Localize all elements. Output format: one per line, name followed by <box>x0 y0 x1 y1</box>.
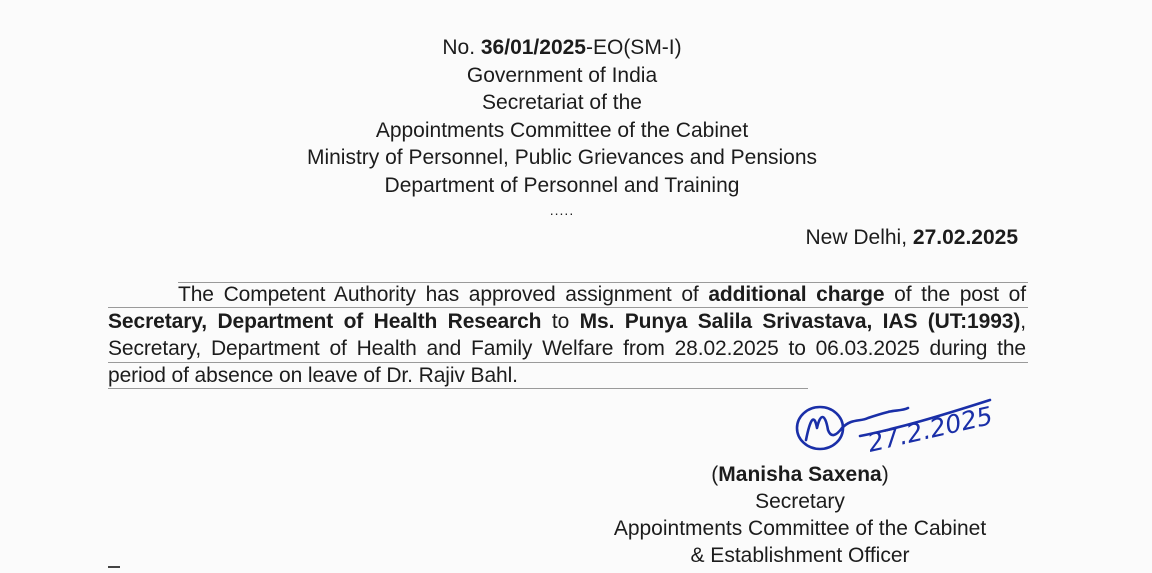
reference-number: No. 36/01/2025-EO(SM-I) <box>442 36 682 59</box>
reference-number-bold: 36/01/2025 <box>480 36 586 59</box>
committee-line: Appointments Committee of the Cabinet <box>375 118 749 142</box>
post-name: Secretary, Department of Health Research <box>108 310 542 333</box>
secretariat-line: Secretariat of the <box>482 91 642 114</box>
additional-charge: additional charge <box>708 283 885 306</box>
signatory-name: Manisha Saxena <box>718 463 882 486</box>
signatory-block <box>560 461 1040 569</box>
page-bottom-mark <box>108 566 120 568</box>
signatory-title: Secretary <box>755 490 845 513</box>
ministry-line: Ministry of Personnel, Public Grievances and Pensions <box>306 146 818 169</box>
handwritten-signature <box>790 378 1060 468</box>
scan-line <box>108 388 808 389</box>
officer-name: Ms. Punya Salila Srivastava, IAS (UT:1993) <box>579 310 1021 333</box>
department-line: Department of Personnel and Training <box>384 173 740 197</box>
signatory-name-line: (Manisha Saxena) <box>711 463 889 486</box>
scan-line <box>108 307 1028 308</box>
scan-line <box>178 282 1028 283</box>
place: New Delhi, <box>805 226 913 249</box>
issue-date: 27.02.2025 <box>912 226 1018 249</box>
order-paragraph: The Competent Authority has approved assignment of additional charge of the post of Secretary, Department of Health Research to Ms. Punya Salila Srivastava, IAS (UT:1993), Secretary, Department of Health and Family Welfare from 28.02.2025 to 06.03.2025 during the period of absence on leave of Dr. Rajiv Bahl. <box>108 283 1026 387</box>
handwritten-date: 27.2.2025 <box>864 400 996 458</box>
signatory-org-line2: & Establishment Officer <box>690 544 910 567</box>
signature-initial-m <box>806 417 842 440</box>
header-separator: ..... <box>549 202 575 218</box>
scan-line <box>108 362 1028 363</box>
letter-header <box>0 34 1124 221</box>
signature-initial-loop <box>797 407 843 449</box>
signatory-org-line1: Appointments Committee of the Cabinet <box>613 517 987 540</box>
place-and-date <box>806 226 1018 250</box>
government-line: Government of India <box>466 63 658 87</box>
